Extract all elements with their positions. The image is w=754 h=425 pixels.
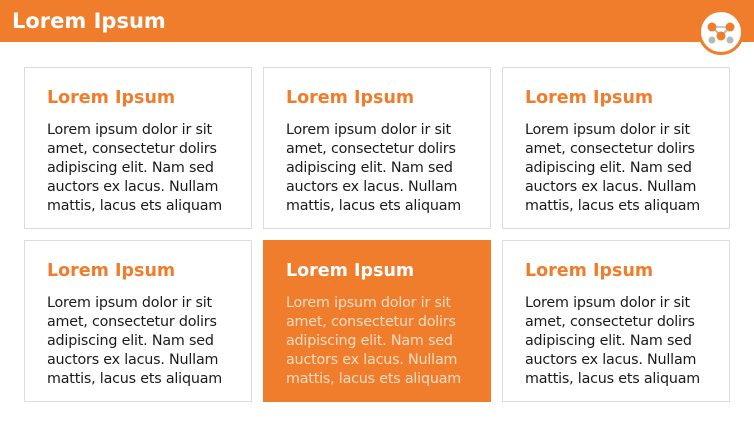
card-body [47, 121, 249, 216]
card-body-line: amet, consectetur dolirs [47, 141, 217, 157]
card-body-line: amet, consectetur dolirs [286, 314, 456, 330]
card-body [286, 294, 488, 389]
card-body-line: adipiscing elit. Nam sed [286, 160, 453, 176]
card-title: Lorem Ipsum [525, 88, 654, 108]
card-body-line: adipiscing elit. Nam sed [286, 333, 453, 349]
card-body-line: amet, consectetur dolirs [525, 141, 695, 157]
card-body-line: Lorem ipsum dolor ir sit [286, 295, 451, 311]
card-body-line: amet, consectetur dolirs [286, 141, 456, 157]
card-body-line: mattis, lacus ets aliquam [286, 198, 461, 214]
card-body [286, 121, 488, 216]
page-title: Lorem Ipsum [12, 9, 166, 33]
info-card-1 [24, 67, 252, 229]
info-card-3 [502, 67, 730, 229]
card-title: Lorem Ipsum [286, 261, 415, 281]
card-body-line: adipiscing elit. Nam sed [525, 333, 692, 349]
card-body-line: Lorem ipsum dolor ir sit [525, 295, 690, 311]
card-body-line: adipiscing elit. Nam sed [47, 160, 214, 176]
card-body-line: Lorem ipsum dolor ir sit [286, 122, 451, 138]
card-body-line: mattis, lacus ets aliquam [525, 198, 700, 214]
card-body-line: mattis, lacus ets aliquam [286, 371, 461, 387]
card-body-line: adipiscing elit. Nam sed [47, 333, 214, 349]
info-card-2 [263, 67, 491, 229]
card-body-line: mattis, lacus ets aliquam [525, 371, 700, 387]
card-title: Lorem Ipsum [47, 88, 176, 108]
card-title: Lorem Ipsum [525, 261, 654, 281]
card-body-line: mattis, lacus ets aliquam [47, 371, 222, 387]
card-body [525, 121, 727, 216]
header-bar [0, 0, 754, 42]
info-card-4 [24, 240, 252, 402]
card-body-line: Lorem ipsum dolor ir sit [525, 122, 690, 138]
card-body-line: Lorem ipsum dolor ir sit [47, 295, 212, 311]
card-body [47, 294, 249, 389]
card-body-line: Lorem ipsum dolor ir sit [47, 122, 212, 138]
info-card-6 [502, 240, 730, 402]
card-body [525, 294, 727, 389]
card-title: Lorem Ipsum [286, 88, 415, 108]
card-body-line: auctors ex lacus. Nullam [286, 179, 458, 195]
card-body-line: auctors ex lacus. Nullam [286, 352, 458, 368]
card-body-line: auctors ex lacus. Nullam [47, 352, 219, 368]
card-body-line: auctors ex lacus. Nullam [47, 179, 219, 195]
info-card-5-highlighted [263, 240, 491, 402]
network-nodes-icon [698, 9, 744, 55]
card-body-line: amet, consectetur dolirs [525, 314, 695, 330]
card-body-line: auctors ex lacus. Nullam [525, 352, 697, 368]
card-body-line: mattis, lacus ets aliquam [47, 198, 222, 214]
card-body-line: amet, consectetur dolirs [47, 314, 217, 330]
card-body-line: adipiscing elit. Nam sed [525, 160, 692, 176]
card-body-line: auctors ex lacus. Nullam [525, 179, 697, 195]
card-title: Lorem Ipsum [47, 261, 176, 281]
